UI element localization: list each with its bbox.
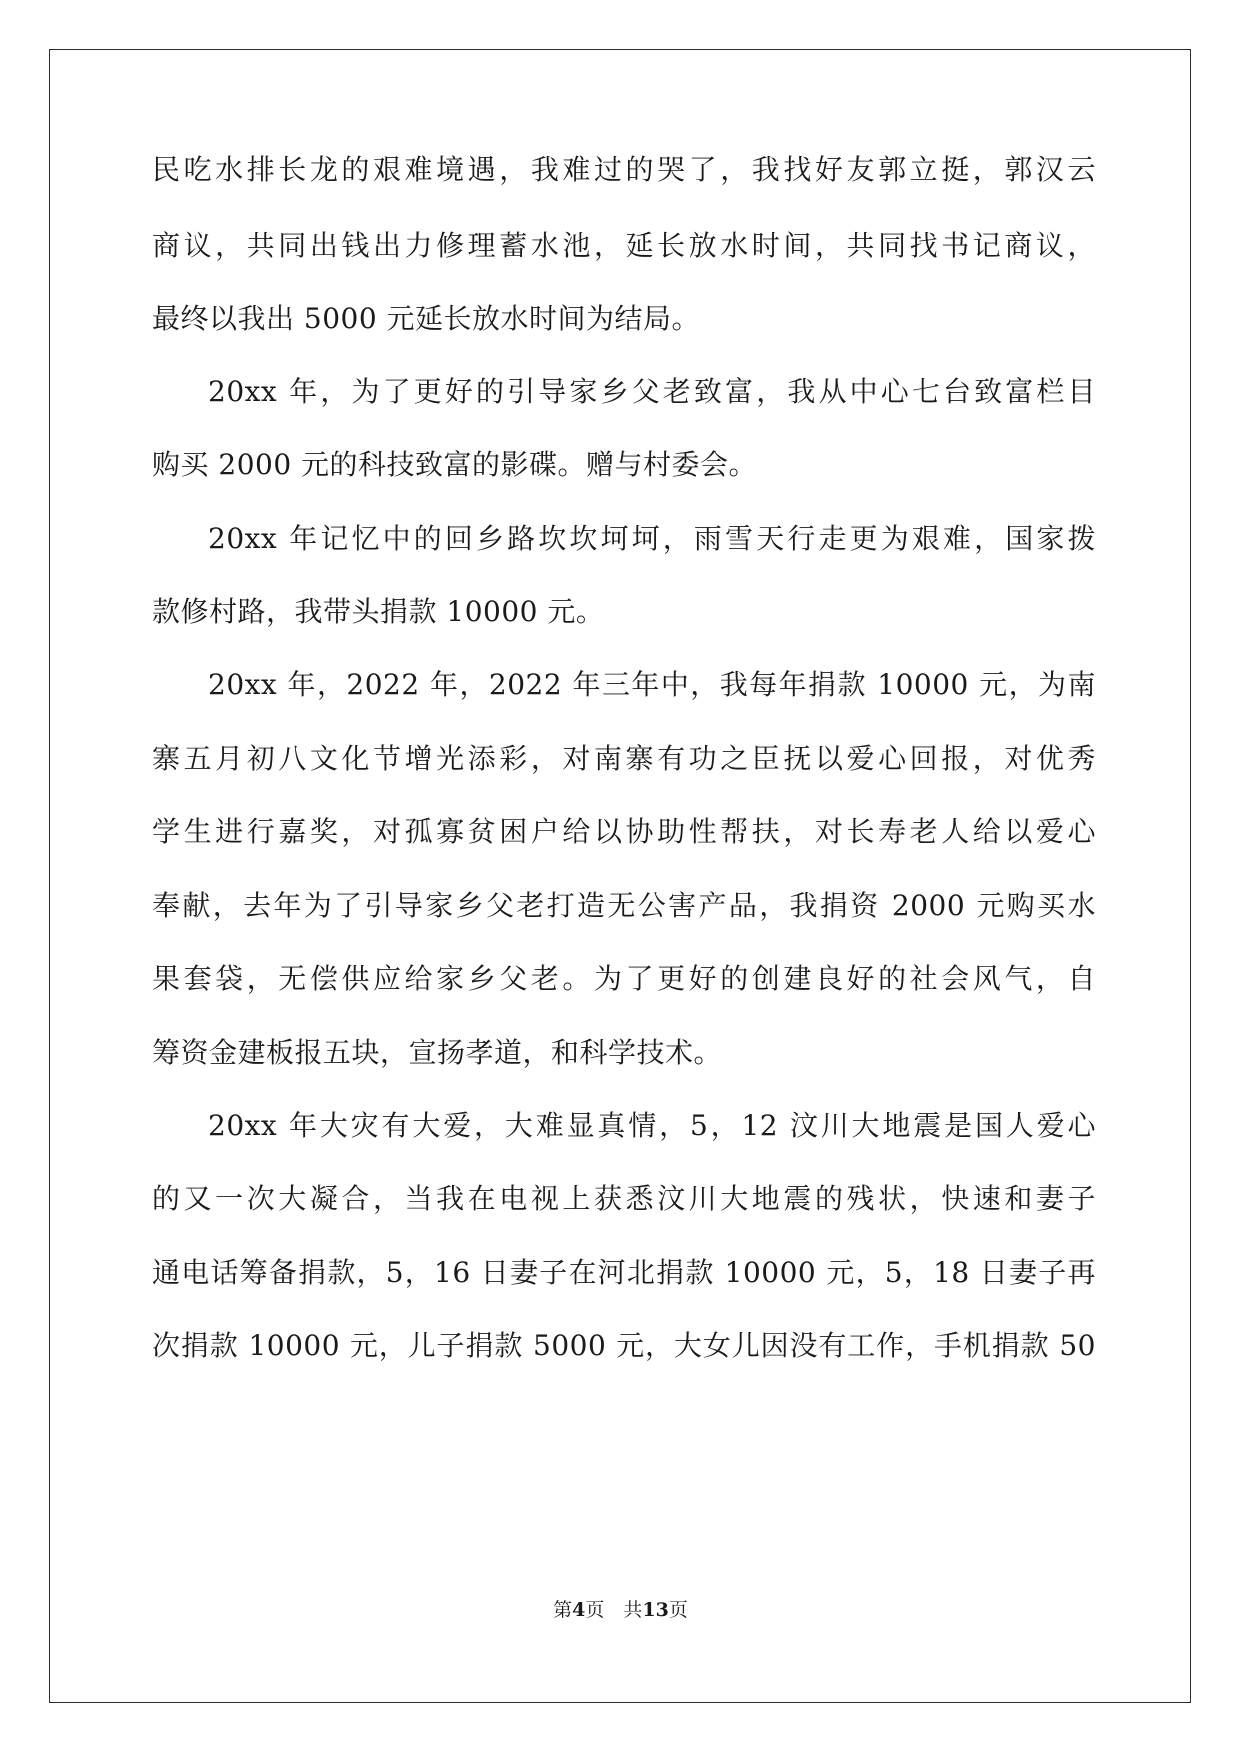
- footer-page-mid: 页 共: [585, 1599, 643, 1621]
- paragraph-first-line: 20xx 年，为了更好的引导家乡父老致富，我从中心七台致富栏目: [208, 375, 1096, 408]
- text-line: 购买 2000 元的科技致富的影碟。赠与村委会。: [152, 448, 758, 481]
- text-line: 次捐款 10000 元，儿子捐款 5000 元，大女儿因没有工作，手机捐款 50: [152, 1329, 1096, 1362]
- text-line: 的又一次大凝合，当我在电视上获悉汶川大地震的残状，快速和妻子: [152, 1182, 1096, 1215]
- text-line: 果套袋，无偿供应给家乡父老。为了更好的创建良好的社会风气，自: [152, 962, 1096, 995]
- text-line: 通电话筹备捐款，5，16 日妻子在河北捐款 10000 元，5，18 日妻子再: [152, 1256, 1096, 1289]
- paragraph-first-line: 20xx 年记忆中的回乡路坎坎坷坷，雨雪天行走更为艰难，国家拨: [208, 522, 1096, 555]
- text-line: 奉献，去年为了引导家乡父老打造无公害产品，我捐资 2000 元购买水: [152, 889, 1096, 922]
- footer-page-suffix: 页: [668, 1599, 688, 1621]
- text-line: 学生进行嘉奖，对孤寡贫困户给以协助性帮扶，对长寿老人给以爱心: [152, 815, 1096, 848]
- text-line: 款修村路，我带头捐款 10000 元。: [152, 595, 605, 628]
- text-line: 寨五月初八文化节增光添彩，对南寨有功之臣抚以爱心回报，对优秀: [152, 742, 1096, 775]
- page-frame: [49, 49, 1191, 1703]
- text-line: 商议，共同出钱出力修理蓄水池，延长放水时间，共同找书记商议，: [152, 229, 1096, 262]
- footer-page-prefix: 第: [553, 1599, 573, 1621]
- text-line: 民吃水排长龙的艰难境遇，我难过的哭了，我找好友郭立挺，郭汉云: [152, 153, 1096, 186]
- paragraph-first-line: 20xx 年大灾有大爱，大难显真情，5，12 汶川大地震是国人爱心: [208, 1109, 1096, 1142]
- paragraph-first-line: 20xx 年，2022 年，2022 年三年中，我每年捐款 10000 元，为南: [208, 668, 1096, 701]
- text-line: 最终以我出 5000 元延长放水时间为结局。: [152, 302, 701, 335]
- text-line: 筹资金建板报五块，宣扬孝道，和科学技术。: [152, 1036, 723, 1069]
- page-footer: [0, 1598, 1241, 1622]
- footer-page-total: 13: [642, 1599, 669, 1621]
- footer-page-current: 4: [572, 1599, 586, 1621]
